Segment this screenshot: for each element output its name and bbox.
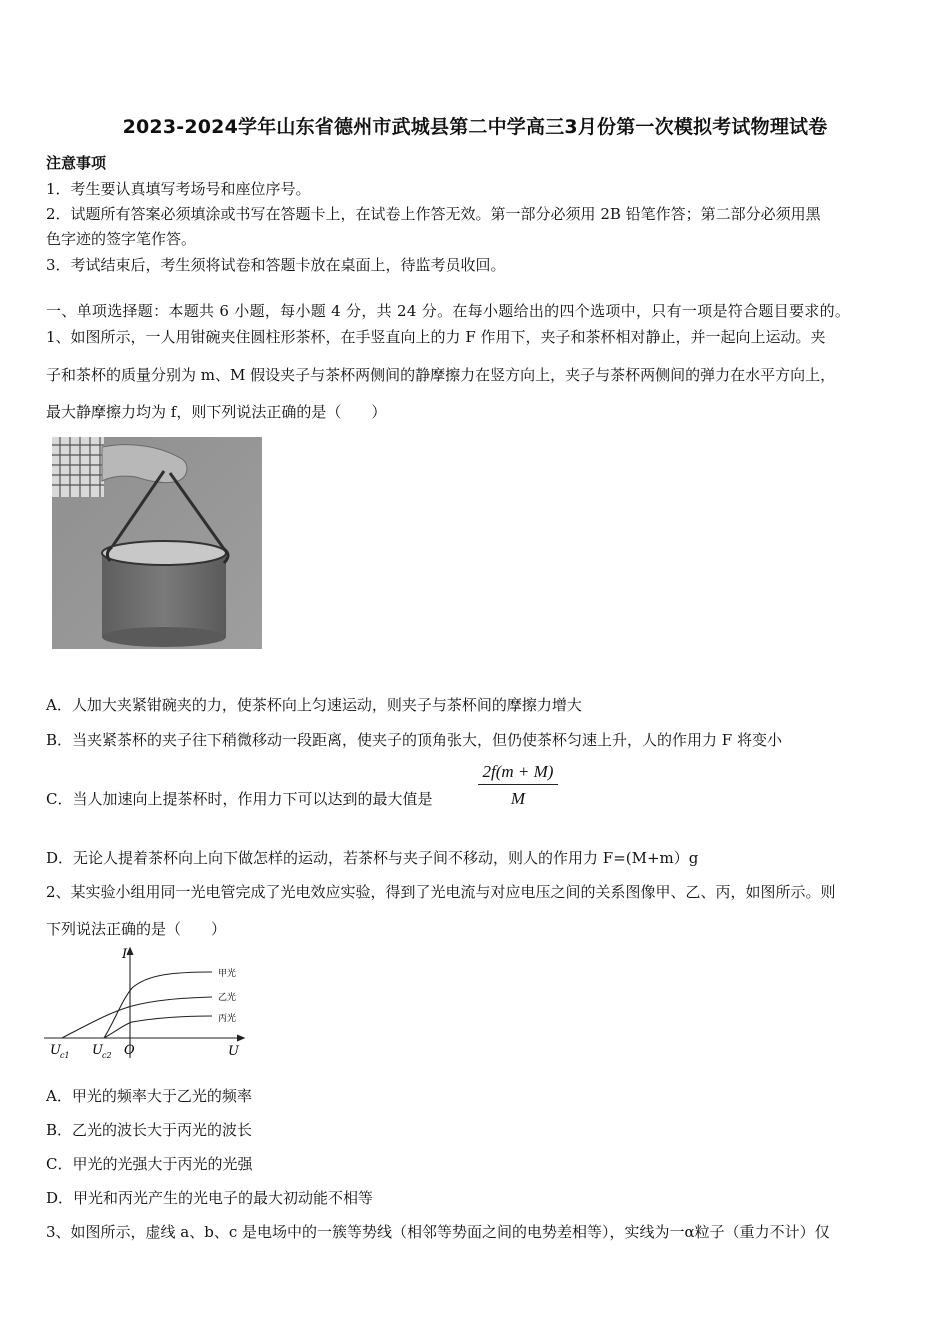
curve-jia-label: 甲光 — [218, 969, 237, 979]
notice-item-1: 1．考生要认真填写考场号和座位序号。 — [46, 180, 311, 198]
q3-stem-line-1: 3、如图所示，虚线 a、b、c 是电场中的一簇等势线（相邻等势面之间的电势差相等），实线为一α粒子（重力不计）仅 — [46, 1223, 830, 1241]
curve-bing-label: 丙光 — [218, 1014, 237, 1024]
origin-label: O — [124, 1043, 135, 1058]
q1-option-b: B．当夹紧茶杯的夹子往下稍微移动一段距离，使夹子的顶角张大，但仍使茶杯匀速上升，人的作用力 F 将变小 — [46, 731, 782, 749]
q2-photocurrent-graph — [40, 940, 250, 1066]
section-1-heading: 一、单项选择题：本题共 6 小题，每小题 4 分，共 24 分。在每小题给出的四个选项中，只有一项是符合题目要求的。 — [46, 302, 851, 320]
q1-option-c: C．当人加速向上提茶杯时，作用力下可以达到的最大值是 — [46, 790, 433, 808]
q1-option-d: D．无论人提着茶杯向上向下做怎样的运动，若茶杯与夹子间不移动，则人的作用力 F=(M+m）g — [46, 849, 699, 867]
q2-option-b: B．乙光的波长大于丙光的波长 — [46, 1121, 253, 1139]
fraction-denominator: M — [510, 789, 526, 808]
y-axis-arrow — [127, 948, 133, 955]
q2-stem-line-2: 下列说法正确的是（ ） — [46, 920, 227, 938]
q2-option-c: C．甲光的光强大于丙光的光强 — [46, 1155, 253, 1173]
y-axis-label: I — [122, 947, 128, 962]
uc1-subscript: c1 — [60, 1051, 70, 1060]
q1-clamp-cup-photo — [52, 437, 262, 649]
x-axis-label: U — [228, 1044, 239, 1059]
uc2-label: U — [92, 1043, 103, 1058]
q2-option-d: D．甲光和丙光产生的光电子的最大初动能不相等 — [46, 1189, 374, 1207]
q1-stem-line-3: 最大静摩擦力均为 f，则下列说法正确的是（ ） — [46, 403, 387, 421]
notice-item-3: 3．考试结束后，考生须将试卷和答题卡放在桌面上，待监考员收回。 — [46, 256, 506, 274]
q1-stem-line-2: 子和茶杯的质量分别为 m、M 假设夹子与茶杯两侧间的静摩擦力在竖方向上，夹子与茶杯两侧间的弹力在水平方向上， — [46, 366, 836, 384]
curve-yi — [62, 997, 212, 1038]
uc1-label: U — [50, 1043, 61, 1058]
q1-stem-line-1: 1、如图所示，一人用钳碗夹住圆柱形茶杯，在手竖直向上的力 F 作用下，夹子和茶杯相对静止，并一起向上运动。夹 — [46, 328, 826, 346]
curve-bing — [104, 1016, 212, 1038]
notice-heading: 注意事项 — [46, 154, 107, 172]
notice-item-2b: 色字迹的签字笔作答。 — [46, 230, 197, 248]
curve-yi-label: 乙光 — [218, 993, 237, 1003]
page-title: 2023-2024学年山东省德州市武城县第二中学高三3月份第一次模拟考试物理试卷 — [122, 116, 828, 138]
q1-option-c-fraction — [478, 762, 558, 809]
q2-option-a: A．甲光的频率大于乙光的频率 — [46, 1087, 252, 1105]
x-axis-arrow — [237, 1035, 244, 1041]
q2-stem-line-1: 2、某实验小组用同一光电管完成了光电效应实验，得到了光电流与对应电压之间的关系图像甲、乙、丙，如图所示。则 — [46, 883, 836, 901]
fraction-numerator: 2f(m + M) — [478, 762, 558, 785]
q1-option-a: A．人加大夹紧钳碗夹的力，使茶杯向上匀速运动，则夹子与茶杯间的摩擦力增大 — [46, 696, 582, 714]
notice-item-2a: 2．试题所有答案必须填涂或书写在答题卡上，在试卷上作答无效。第一部分必须用 2B 铅笔作答；第二部分必须用黑 — [46, 205, 821, 223]
uc2-subscript: c2 — [102, 1051, 112, 1060]
